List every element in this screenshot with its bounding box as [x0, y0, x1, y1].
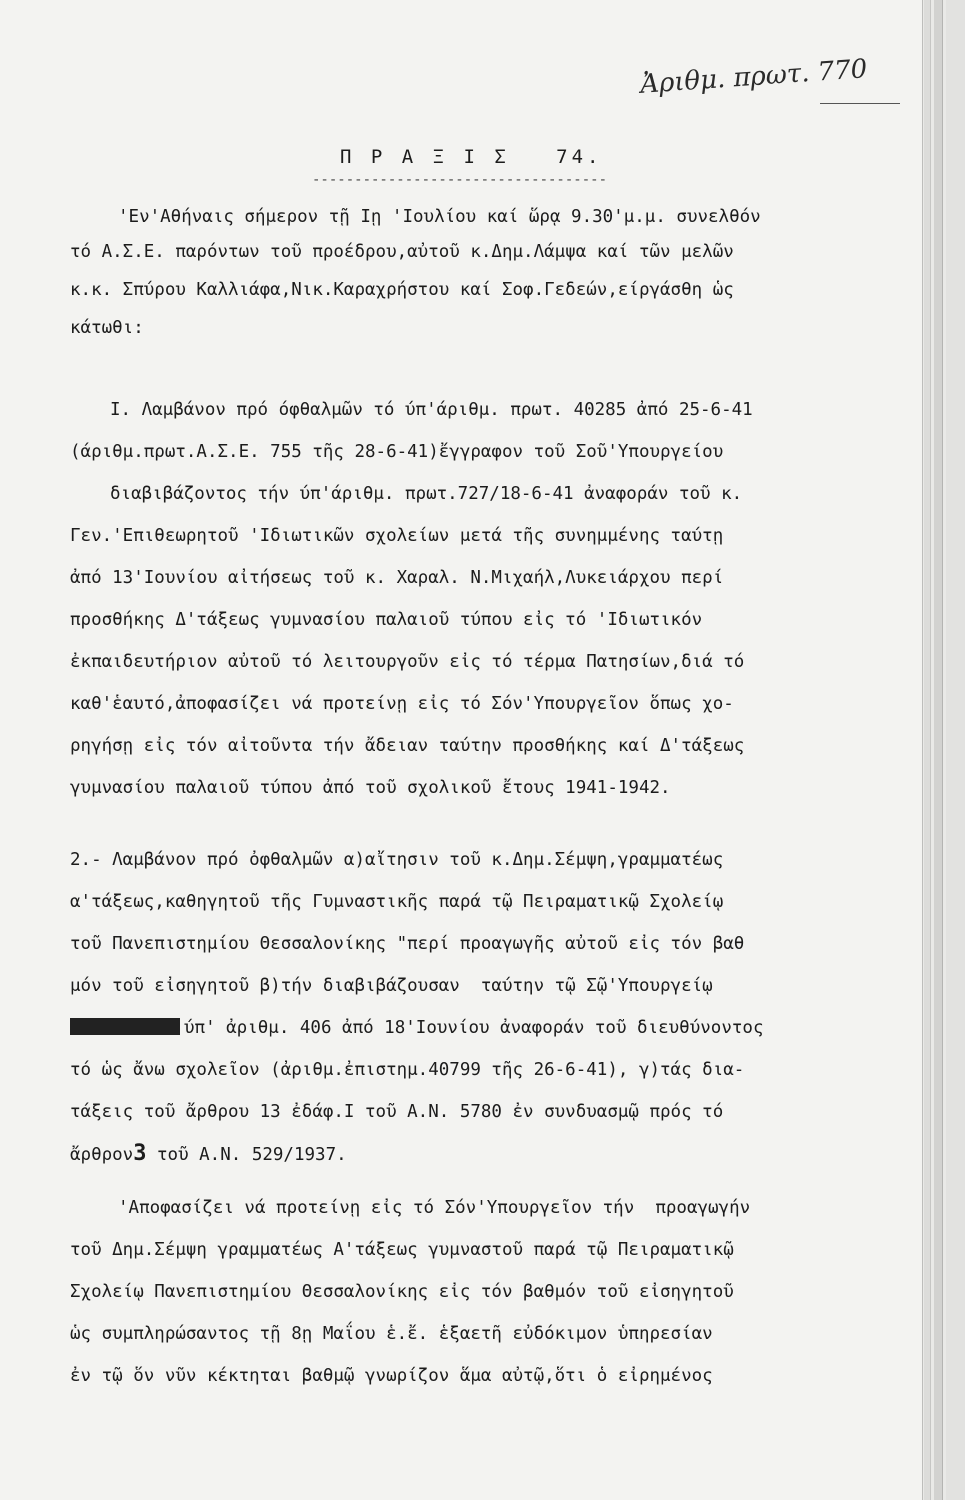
page-edge	[934, 0, 943, 1500]
title-underline: -----------------------------------	[312, 172, 608, 188]
item1-line: προσθήκης Δ'τάξεως γυμνασίου παλαιοῦ τύπου εἰς τό 'Ιδιωτικόν	[70, 610, 703, 630]
item2-line: τάξεις τοῦ ἄρθρου 13 ἐδάφ.Ι τοῦ Α.Ν. 5780 ἐν συνδυασμῷ πρός τό	[70, 1102, 724, 1122]
item1-line: γυμνασίου παλαιοῦ τύπου ἀπό τοῦ σχολικοῦ ἔτους 1941-1942.	[70, 778, 671, 798]
intro-line: 'Εν'Αθήναις σήμερον τῇ Ιῃ 'Ιουλίου καί ὥρᾳ 9.30'μ.μ. συνελθόν	[118, 207, 761, 227]
decision-line: τοῦ Δημ.Σέμψη γραμματέως Α'τάξεως γυμναστοῦ παρά τῷ Πειραματικῷ	[70, 1240, 734, 1260]
item2-line: τοῦ Πανεπιστημίου Θεσσαλονίκης "περί προαγωγῆς αὐτοῦ εἰς τόν βαθ	[70, 934, 745, 954]
item1-line: ἀπό 13'Ιουνίου αἰτήσεως τοῦ κ. Χαραλ. Ν.Μιχαήλ,Λυκειάρχου περί	[70, 568, 724, 588]
decision-line: 'Αποφασίζει νά προτείνῃ εἰς τό Σόν'Υπουργεῖον τήν προαγωγήν	[118, 1198, 751, 1218]
item2-line: 2.- Λαμβάνον πρό ὀφθαλμῶν α)αἴτησιν τοῦ κ.Δημ.Σέμψη,γραμματέως	[70, 850, 724, 870]
page-edge	[924, 0, 931, 1500]
margin-note-underline	[820, 103, 900, 104]
decision-line: ὡς συμπληρώσαντος τῇ 8ῃ Μαΐου ἑ.ἔ. ἑξαετῆ εὐδόκιμον ὑπηρεσίαν	[70, 1324, 713, 1344]
item2-line: μόν τοῦ εἰσηγητοῦ β)τήν διαβιβάζουσαν ταύτην τῷ Σῷ'Υπουργείῳ	[70, 976, 713, 996]
item1-line: ἐκπαιδευτήριον αὐτοῦ τό λειτουργοῦν εἰς τό τέρμα Πατησίων,διά τό	[70, 652, 745, 672]
item2-line: α'τάξεως,καθηγητοῦ τῆς Γυμναστικῆς παρά τῷ Πειραματικῷ Σχολείῳ	[70, 892, 724, 912]
item1-line: διαβιβάζοντος τήν ύπ'άριθμ. πρωτ.727/18-6-41 ἀναφοράν τοῦ κ.	[110, 484, 743, 504]
intro-line: κάτωθι:	[70, 318, 144, 338]
redaction-stamp	[70, 1018, 180, 1035]
handwritten-number: 3	[133, 1141, 147, 1166]
item1-line: ρηγήσῃ εἰς τόν αἰτοῦντα τήν ἄδειαν ταύτην προσθήκης καί Δ'τάξεως	[70, 736, 745, 756]
intro-line: τό Α.Σ.Ε. παρόντων τοῦ προέδρου,αὐτοῦ κ.Δημ.Λάμψα καί τῶν μελῶν	[70, 242, 734, 262]
item1-line: (άριθμ.πρωτ.Α.Σ.Ε. 755 τῆς 28-6-41)ἔγγραφον τοῦ Σοῦ'Υπουργείου	[70, 442, 724, 462]
item2-line	[70, 1142, 347, 1167]
item2-line-text: τοῦ Α.Ν. 529/1937.	[146, 1145, 347, 1165]
decision-line: Σχολείῳ Πανεπιστημίου Θεσσαλονίκης εἰς τόν βαθμόν τοῦ εἰσηγητοῦ	[70, 1282, 734, 1302]
item1-line: Ι. Λαμβάνον πρό όφθαλμῶν τό ύπ'άριθμ. πρωτ. 40285 ἀπό 25-6-41	[110, 400, 753, 420]
item2-line	[70, 1016, 763, 1040]
decision-line: ἐν τῷ ὅν νῦν κέκτηται βαθμῷ γνωρίζον ἅμα αὐτῷ,ὅτι ὁ εἰρημένος	[70, 1366, 713, 1386]
act-title: Π Ρ Α Ξ Ι Σ 74.	[340, 146, 603, 168]
handwritten-margin-note: Ἀριθμ. πρωτ. 770	[639, 54, 869, 100]
item1-line: καθ'ἑαυτό,ἀποφασίζει νά προτείνῃ εἰς τό Σόν'Υπουργεῖον ὅπως χο-	[70, 694, 734, 714]
intro-line: κ.κ. Σπύρου Καλλιάφα,Νικ.Καραχρήστου καί Σοφ.Γεδεών,είργάσθη ὡς	[70, 280, 734, 300]
item2-line-text: ἄρθρον	[70, 1145, 134, 1165]
page-edge	[946, 0, 965, 1500]
item2-line: τό ὡς ἄνω σχολεῖον (ἀριθμ.ἐπιστημ.40799 τῆς 26-6-41), γ)τάς δια-	[70, 1060, 745, 1080]
item1-line: Γεν.'Επιθεωρητοῦ 'Ιδιωτικῶν σχολείων μετά τῆς συνημμένης ταύτῃ	[70, 526, 724, 546]
item2-line-text: ύπ' ἀριθμ. 406 ἀπό 18'Ιουνίου ἀναφοράν τοῦ διευθύνοντος	[184, 1018, 764, 1038]
